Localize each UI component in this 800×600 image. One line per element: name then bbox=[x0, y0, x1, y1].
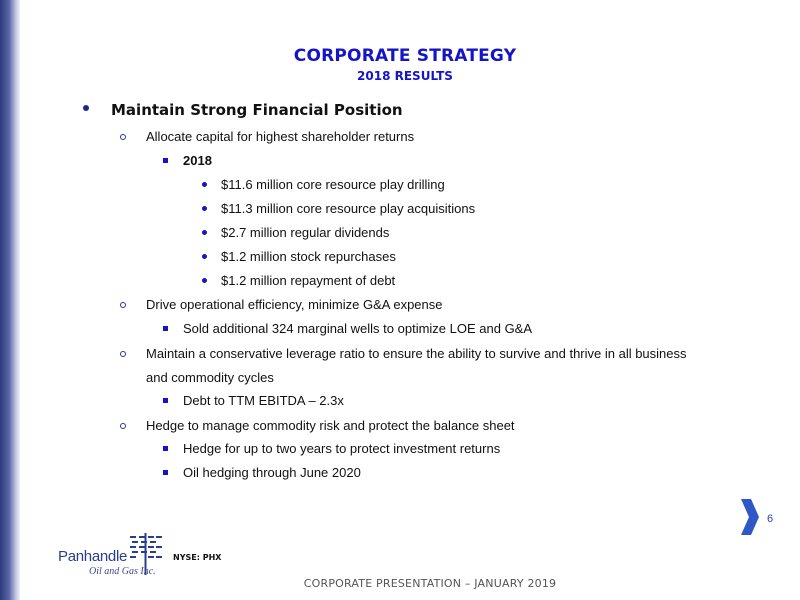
list-item: Debt to TTM EBITDA – 2.3x bbox=[183, 393, 344, 408]
list-item: $2.7 million regular dividends bbox=[221, 225, 390, 240]
bullet-dot-icon bbox=[83, 105, 89, 111]
bullet-dot-icon bbox=[202, 230, 207, 235]
list-item: $11.3 million core resource play acquisitions bbox=[221, 201, 476, 216]
list-item: Allocate capital for highest shareholder returns bbox=[146, 129, 415, 144]
list-item: Drive operational efficiency, minimize G&A expense bbox=[146, 297, 443, 312]
list-item: $1.2 million stock repurchases bbox=[221, 249, 396, 264]
list-item: 2018 bbox=[183, 153, 212, 168]
page-subtitle: 2018 RESULTS bbox=[357, 69, 453, 83]
bullet-square-icon bbox=[163, 158, 168, 163]
list-item: $1.2 million repayment of debt bbox=[221, 273, 396, 288]
list-item: Oil hedging through June 2020 bbox=[183, 465, 361, 480]
bullet-circle-icon bbox=[120, 302, 126, 308]
list-item: Maintain a conservative leverage ratio to ensure the ability to survive and thrive in all business bbox=[146, 346, 687, 361]
bullet-square-icon bbox=[163, 326, 168, 331]
footer: CORPORATE PRESENTATION – JANUARY 2019 bbox=[303, 577, 557, 590]
sidebar-band bbox=[0, 0, 20, 600]
logo-subtitle: Oil and Gas Inc. bbox=[89, 566, 156, 577]
bullet-square-icon bbox=[163, 446, 168, 451]
bullet-dot-icon bbox=[202, 206, 207, 211]
bullet-square-icon bbox=[163, 470, 168, 475]
bullet-dot-icon bbox=[202, 254, 207, 259]
list-item: $11.6 million core resource play drilling bbox=[221, 177, 445, 192]
list-item: Hedge for up to two years to protect investment returns bbox=[183, 441, 501, 456]
bullet-circle-icon bbox=[120, 134, 126, 140]
bullet-square-icon bbox=[163, 398, 168, 403]
bullet-dot-icon bbox=[202, 278, 207, 283]
page-number: 6 bbox=[767, 513, 774, 525]
list-item: Sold additional 324 marginal wells to optimize LOE and G&A bbox=[183, 321, 533, 336]
main-point: Maintain Strong Financial Position bbox=[111, 101, 403, 119]
list-item-continuation: and commodity cycles bbox=[146, 370, 274, 385]
logo-name: Panhandle bbox=[58, 548, 128, 565]
bullet-circle-icon bbox=[120, 423, 126, 429]
bullet-dot-icon bbox=[202, 182, 207, 187]
bullet-circle-icon bbox=[120, 351, 126, 357]
page-title: CORPORATE STRATEGY bbox=[293, 46, 517, 66]
chevron-right-icon[interactable] bbox=[739, 497, 761, 537]
ticker-label: NYSE: PHX bbox=[173, 553, 222, 562]
list-item: Hedge to manage commodity risk and protect the balance sheet bbox=[146, 418, 515, 433]
